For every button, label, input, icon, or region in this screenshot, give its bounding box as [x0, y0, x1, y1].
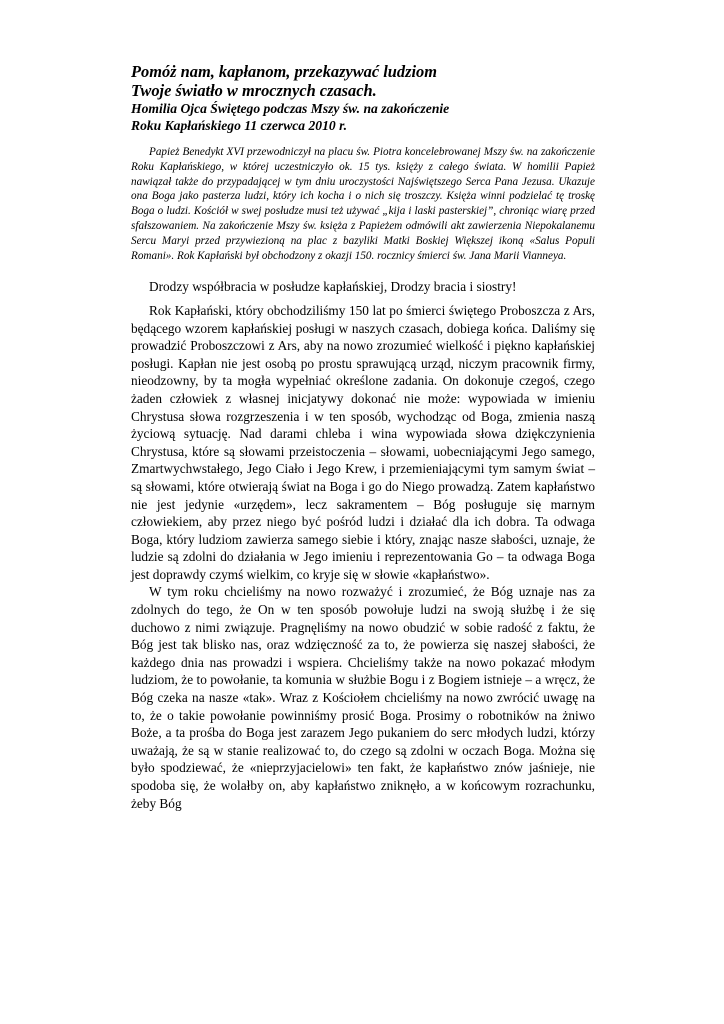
subtitle-line-2: Roku Kapłańskiego 11 czerwca 2010 r.	[131, 118, 348, 133]
intro-paragraph: Papież Benedykt XVI przewodniczył na placu św. Piotra koncelebrowanej Mszy św. na zakończenie Roku Kapłańskiego, w której uczestniczyło ok. 15 tys. księży z całego świata. W homilii Papież nawiązał także do przypadającej w tym dniu uroczystości Najświętszego Serca Pana Jezusa. Ukazuje ona Boga jako pasterza ludzi, który ich kocha i o nich się troszczy. Księża winni podzielać tę troskę Boga o ludzi. Kościół w swej posłudze musi też używać „kija i laski pasterskiej”, chroniąc wiarę przed sfałszowaniem. Na zakończenie Mszy św. księża z Papieżem odmówili akt zawierzenia Niepokalanemu Sercu Maryi przed przywiezioną na plac z bazyliki Matki Boskiej Większej ikoną «Salus Populi Romani». Rok Kapłański był obchodzony z okazji 150. rocznicy śmierci św. Jana Marii Vianneya.	[131, 146, 595, 262]
body-paragraph-2: W tym roku chcieliśmy na nowo rozważyć i zrozumieć, że Bóg uznaje nas za zdolnych do tego, że On w ten sposób powołuje ludzi na swoją służbę i że się duchowo z nimi związuje. Pragnęliśmy na nowo obudzić w sobie radość z faktu, że Bóg jest tak blisko nas, oraz wdzięczność za to, że powierza się naszej słabości, że każdego dnia nas prowadzi i wspiera. Chcieliśmy także na nowo pokazać młodym ludziom, że to powołanie, ta komunia w służbie Bogu i z Bogiem istnieje – a wręcz, że Bóg czeka na nasze «tak». Wraz z Kościołem chcieliśmy na nowo zwrócić uwagę na to, że o takie powołanie powinniśmy prosić Boga. Prosimy o robotników na żniwo Boże, a ta prośba do Boga jest zarazem Jego pukaniem do serc młodych ludzi, którzy uważają, że są w stanie realizować to, do czego są zdolni w oczach Boga. Można się było spodziewać, że «nieprzyjacielowi» ten fakt, że kapłaństwo znów jaśnieje, nie spodoba się, że wolałby on, aby kapłaństwo zniknęło, a w końcowym rozrachunku, żeby Bóg	[131, 584, 595, 811]
title-line-1: Pomóż nam, kapłanom, przekazywać ludziom	[131, 62, 437, 81]
document-title	[131, 62, 595, 100]
document-page	[131, 62, 595, 812]
document-subtitle	[131, 100, 595, 134]
title-line-2: Twoje światło w mrocznych czasach.	[131, 81, 377, 100]
body-paragraph-1: Rok Kapłański, który obchodziliśmy 150 lat po śmierci świętego Proboszcza z Ars, będącego wzorem kapłańskiej posługi w naszych czasach, dobiega końca. Daliśmy się prowadzić Proboszczowi z Ars, aby na nowo zrozumieć wielkość i piękno kapłańskiej posługi. Kapłan nie jest osobą po prostu sprawującą urząd, niczym pracownik firmy, nieodzowny, by ta mogła wypełniać określone zadania. On dokonuje czegoś, czego żaden człowiek z własnej inicjatywy dokonać nie może: wypowiada w imieniu Chrystusa słowa rozgrzeszenia i w ten sposób, wychodząc od Boga, zmienia naszą życiową sytuację. Nad darami chleba i wina wypowiada słowa dziękczynienia Chrystusa, które są słowami przeistoczenia – słowami, uobecniającymi Jego samego, Zmartwychwstałego, Jego Ciało i Jego Krew, i przemieniającymi tym samym świat – są słowami, które otwierają świat na Boga i go do Niego prowadzą. Zatem kapłaństwo nie jest jedynie «urzędem», lecz sakramentem – Bóg posługuje się marnym człowiekiem, aby przez niego być pośród ludzi i działać dla ich dobra. Ta odwaga Boga, który ludziom zawierza samego siebie i który, znając nasze słabości, uznaje, że ludzie są zdolni do działania w Jego imieniu i reprezentowania Go – ta odwaga Boga jest doprawdy czymś wielkim, co kryje się w słowie «kapłaństwo».	[131, 302, 595, 582]
greeting-line: Drodzy współbracia w posłudze kapłańskiej, Drodzy bracia i siostry!	[149, 279, 517, 295]
subtitle-line-1: Homilia Ojca Świętego podczas Mszy św. na zakończenie	[131, 101, 450, 116]
